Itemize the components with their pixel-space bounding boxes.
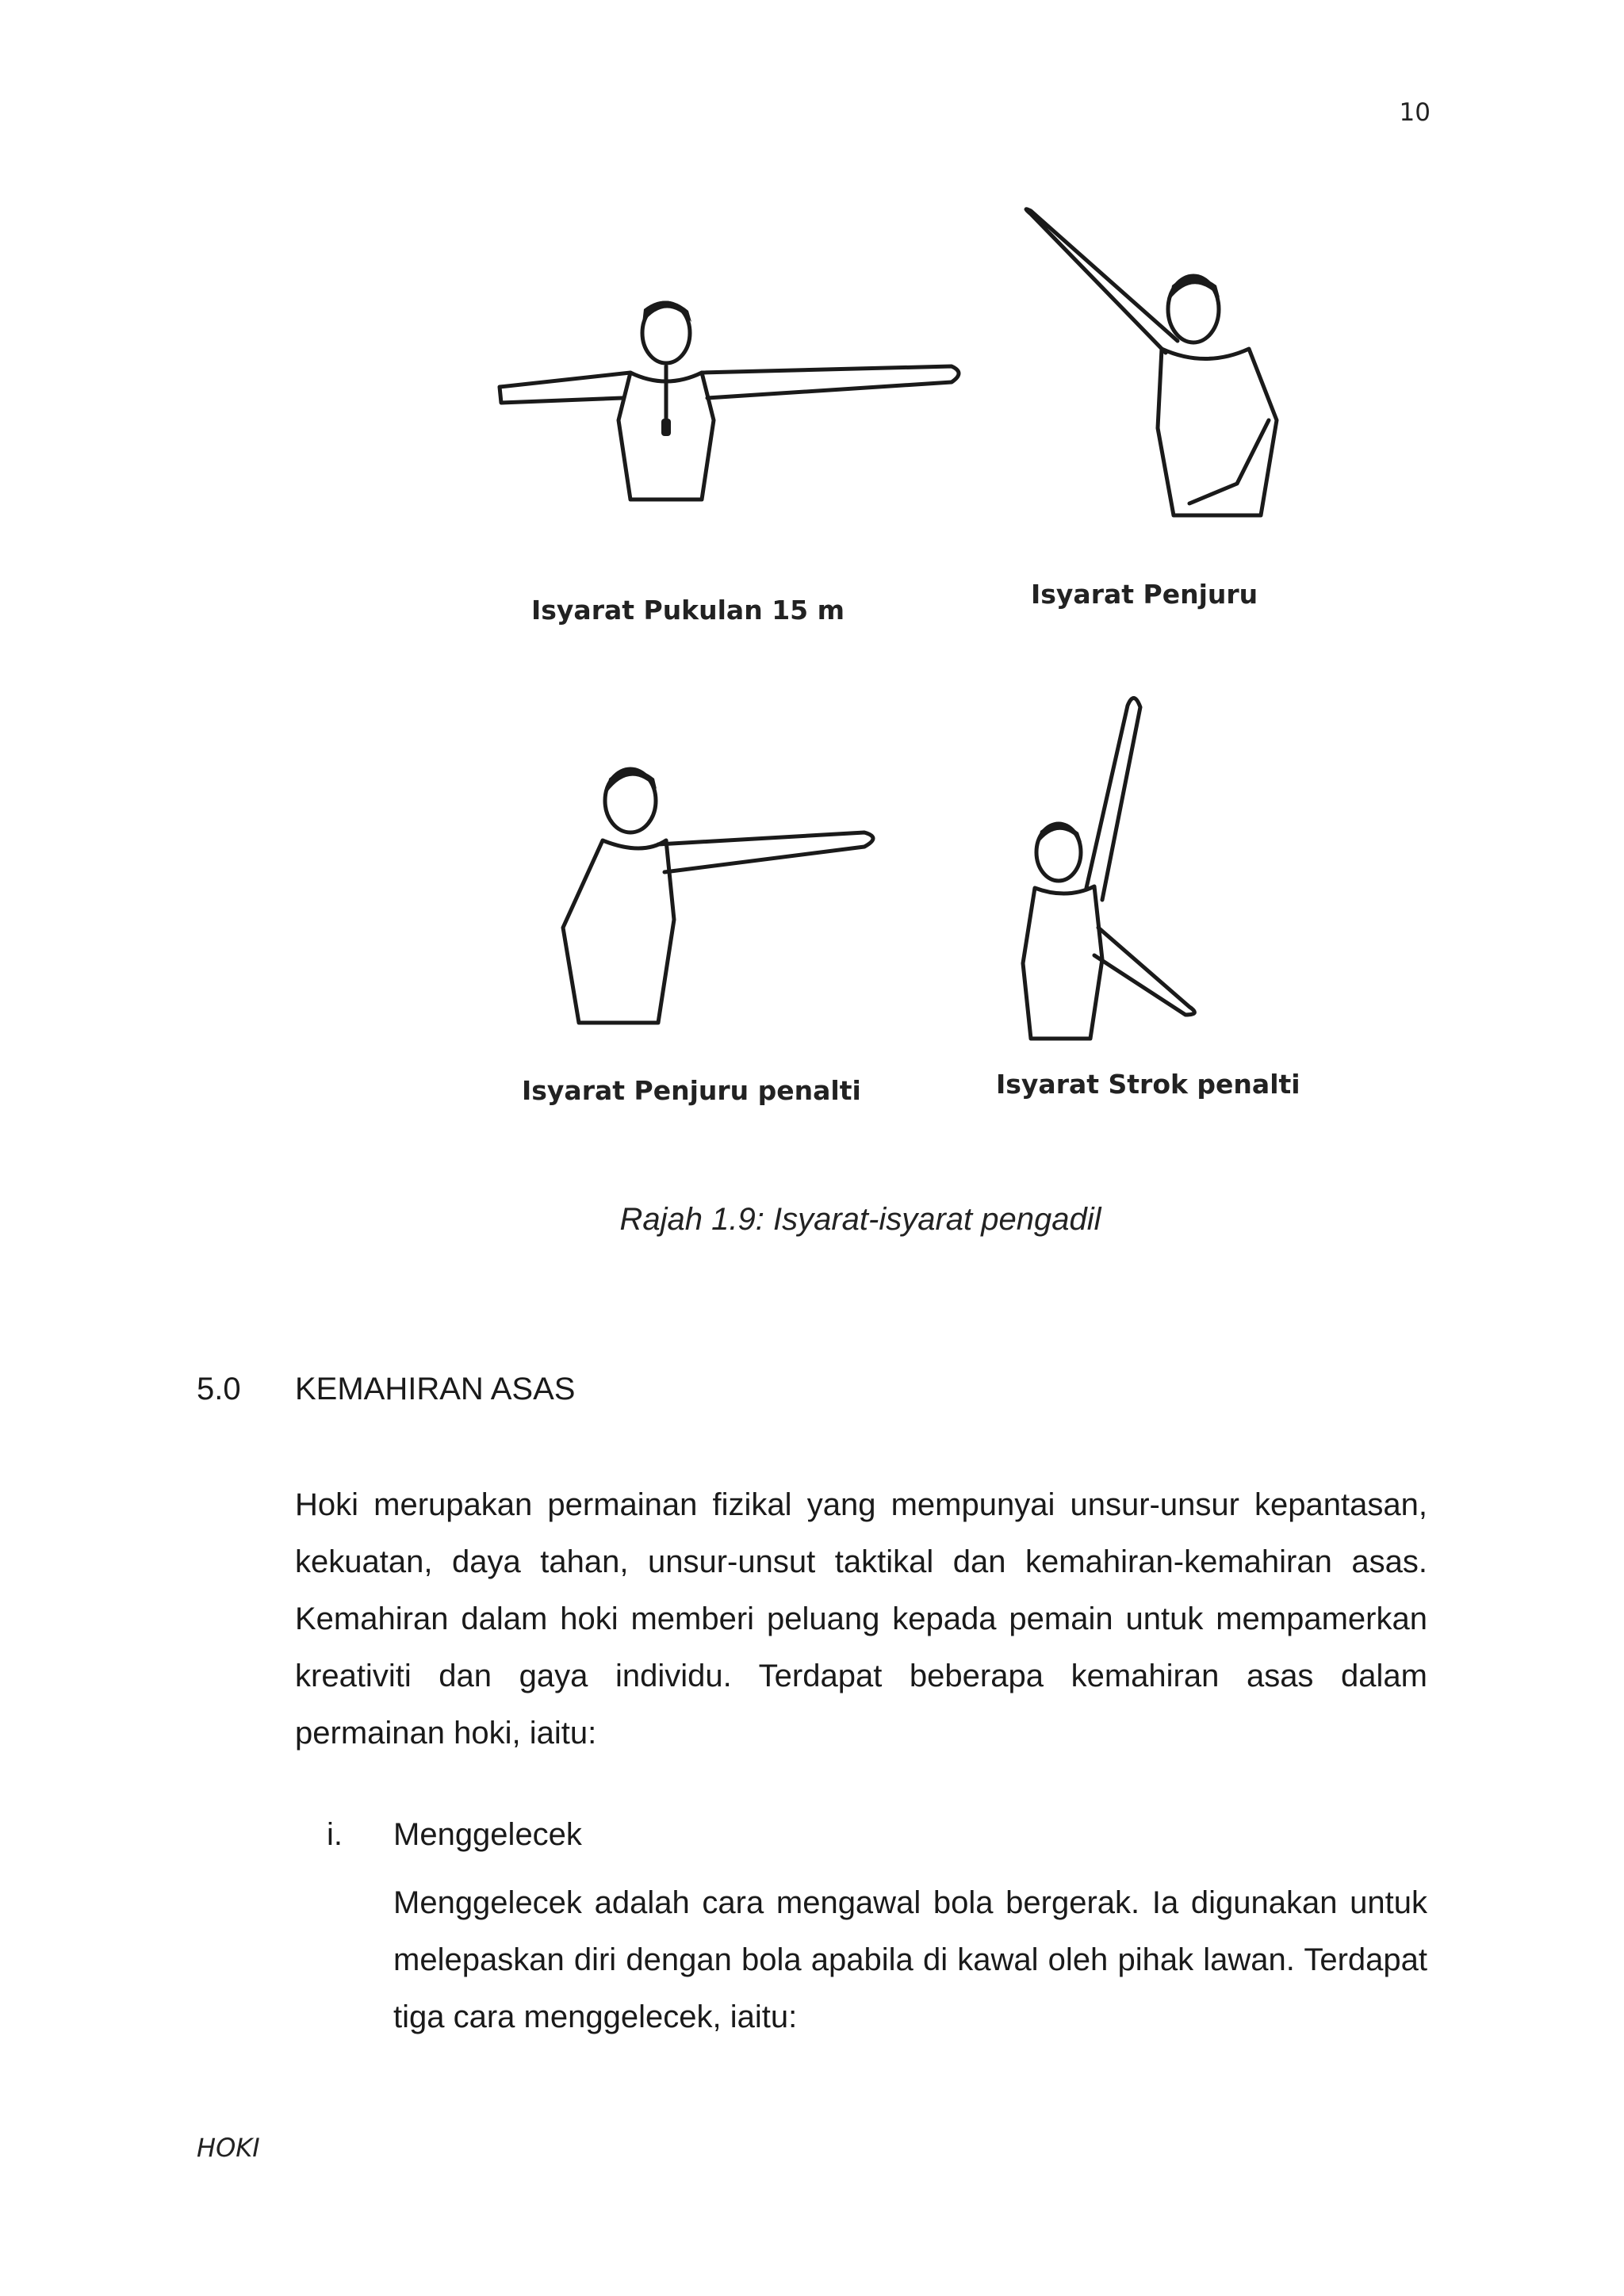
section-paragraph: Hoki merupakan permainan fizikal yang mempunyai unsur-unsur kepantasan, kekuatan, daya tahan, unsur-unsut taktikal dan kemahiran-kemahiran asas. Kemahiran dalam hoki memberi peluang kepada pemain untuk mempamerkan kreativiti dan gaya individu. Terdapat beberapa kemahiran asas dalam permainan hoki, iaitu: (295, 1487, 1427, 1751)
referee-signal-pukulan-drawing (500, 300, 959, 499)
label-strok-penalti: Isyarat Strok penalti (996, 1069, 1300, 1100)
list-item-marker: i. (327, 1817, 343, 1852)
list-item-body: Menggelecek adalah cara mengawal bola bergerak. Ia digunakan untuk melepaskan diri dengan bola apabila di kawal oleh pihak lawan. Terdapat tiga cara menggelecek, iaitu: (393, 1885, 1427, 2034)
referee-signal-penjuru-penalti-drawing (563, 769, 873, 1023)
page-number: 10 (1399, 98, 1431, 127)
label-pukulan: Isyarat Pukulan 15 m (531, 595, 845, 626)
figure-caption: Rajah 1.9: Isyarat-isyarat pengadil (619, 1202, 1101, 1237)
referee-signal-penjuru-drawing (1026, 209, 1277, 515)
label-penjuru-penalti: Isyarat Penjuru penalti (522, 1075, 861, 1106)
referee-signals-figure (476, 182, 1324, 1134)
label-penjuru: Isyarat Penjuru (1031, 579, 1258, 610)
referee-signal-strok-penalti-drawing (1023, 698, 1194, 1039)
referee-signals-illustration (476, 182, 1324, 1134)
page-footer: HOKI (197, 2133, 260, 2163)
section-number: 5.0 (197, 1372, 241, 1406)
list-item-title: Menggelecek (393, 1817, 582, 1852)
section-title: KEMAHIRAN ASAS (295, 1372, 576, 1406)
